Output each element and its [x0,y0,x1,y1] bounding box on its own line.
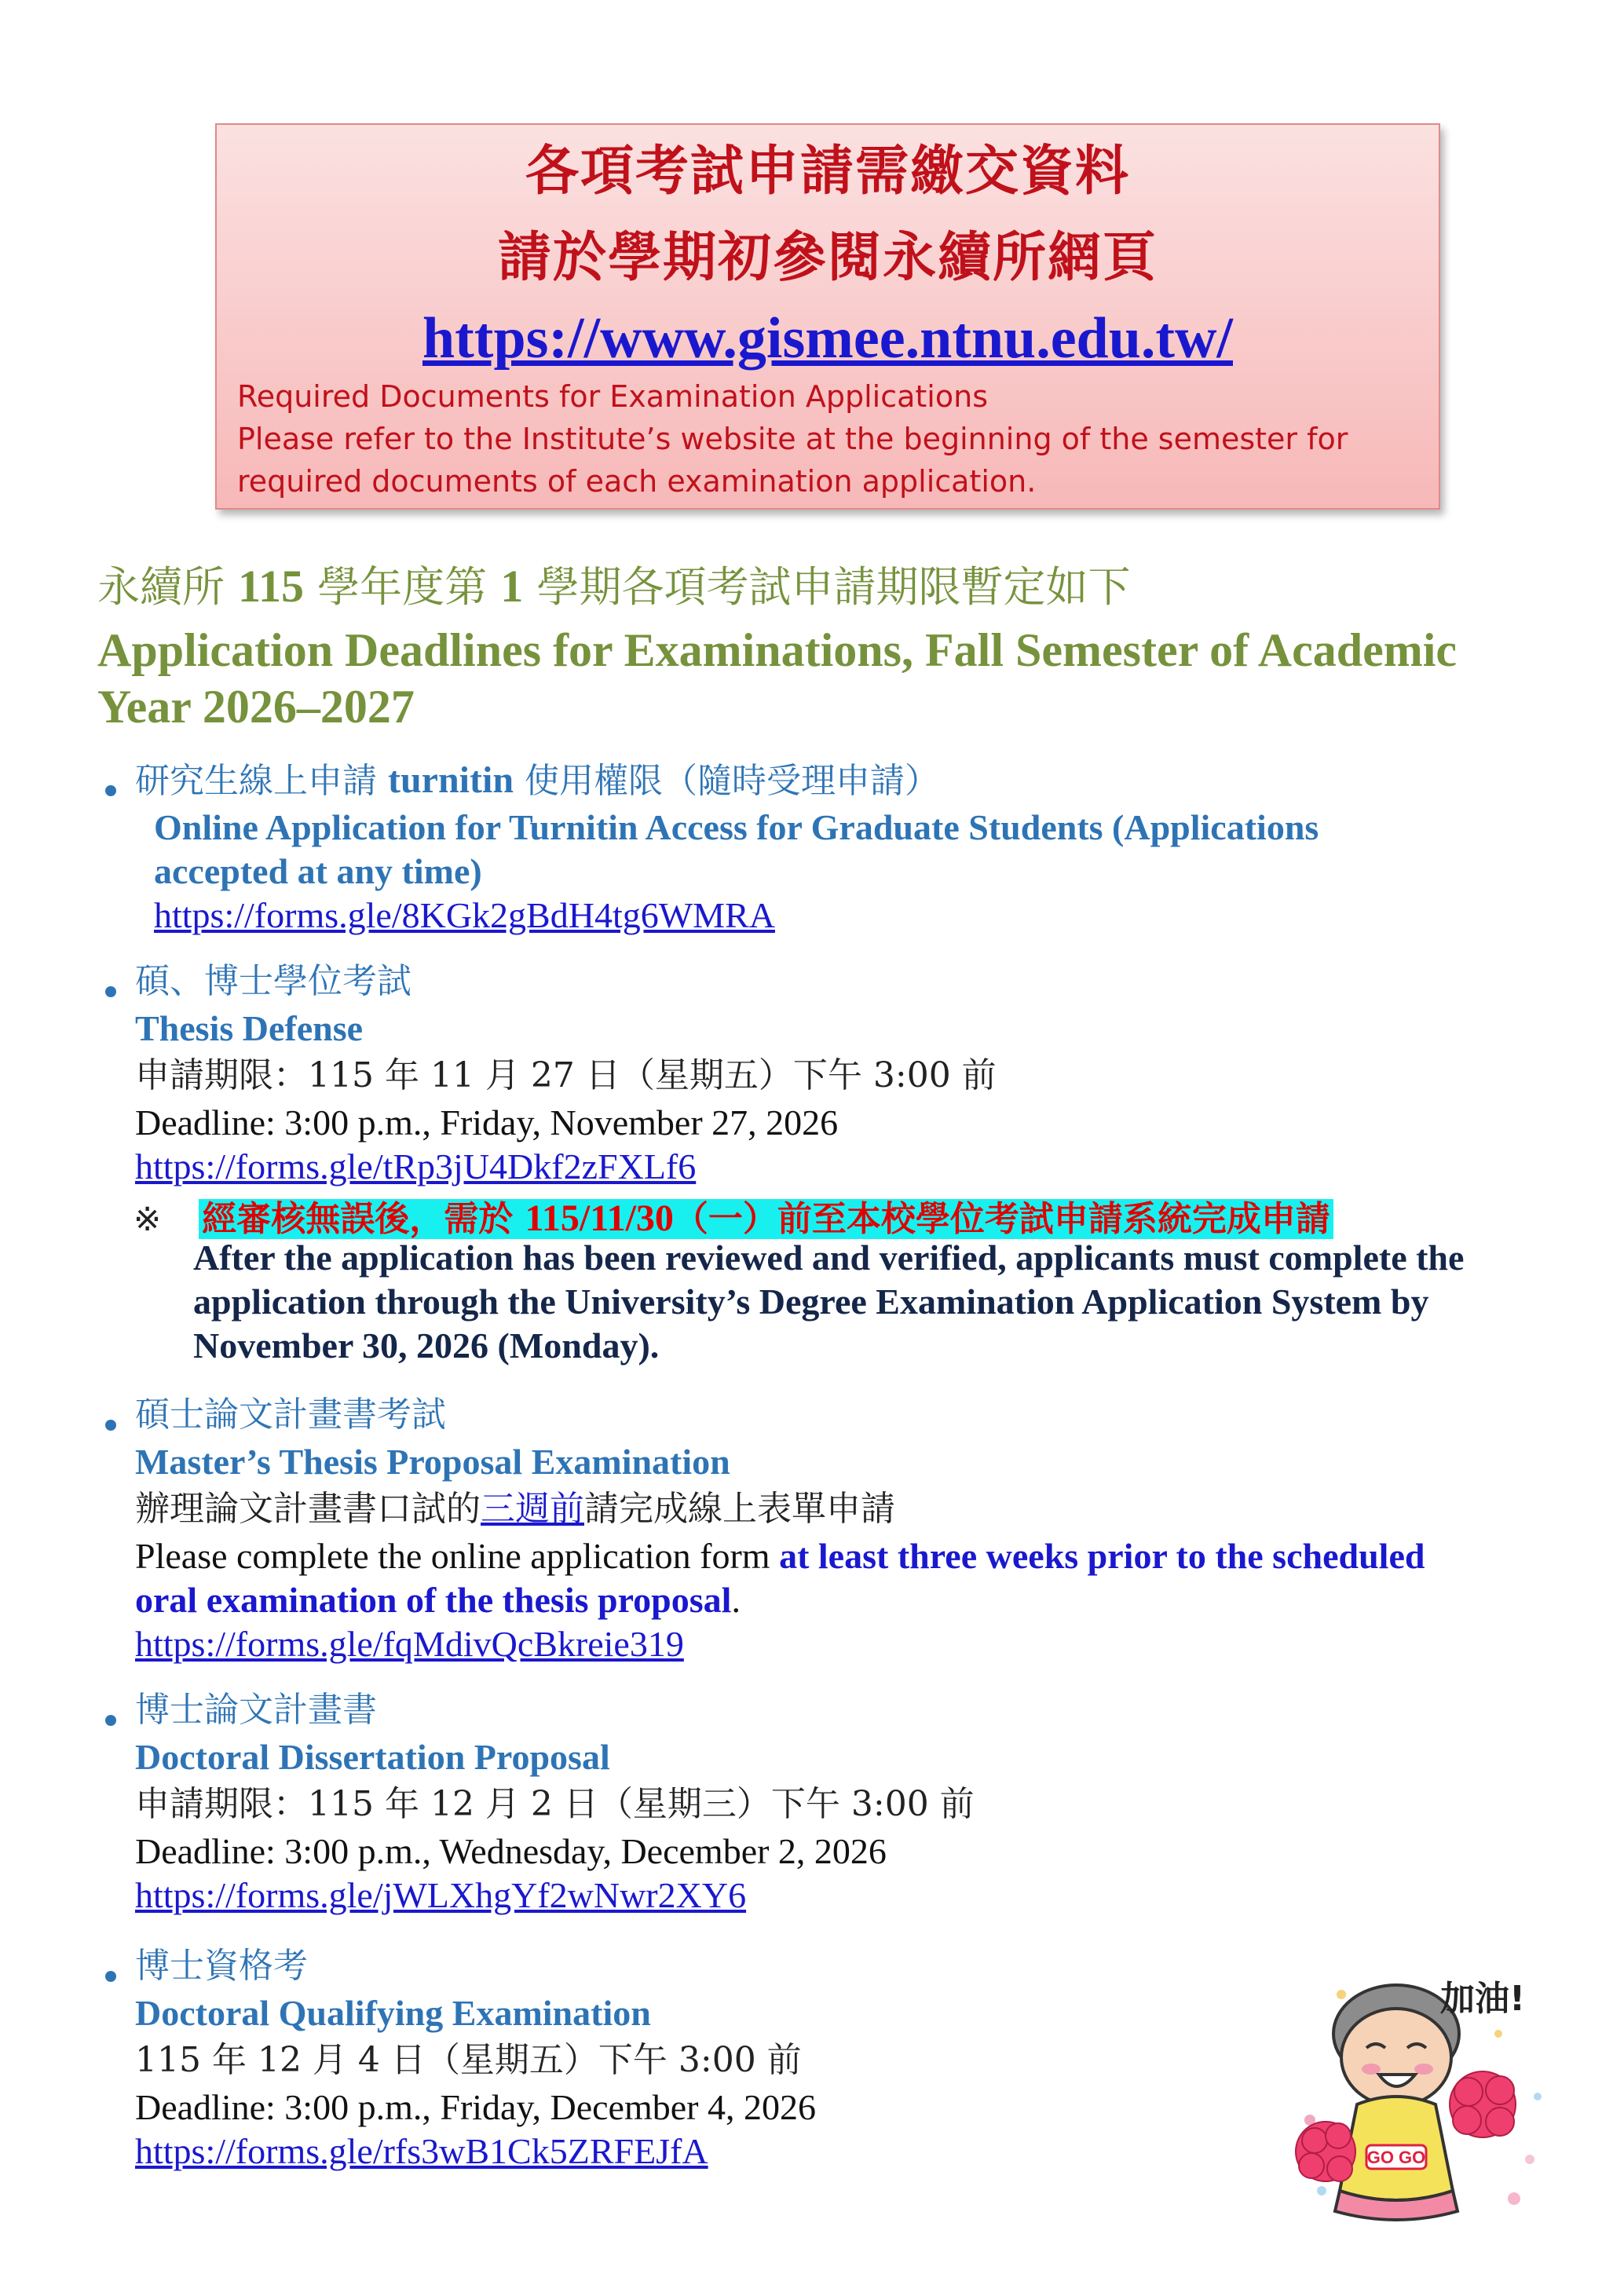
master-proposal-body-en-2: oral examination of the thesis proposal. [135,1580,741,1620]
thesis-defense-note-zh [134,1190,1333,1241]
turnitin-title-en-2: accepted at any time) [154,851,482,891]
master-proposal-title-en: Master’s Thesis Proposal Examination [135,1442,730,1482]
bullet-icon [105,1971,116,1982]
doctoral-proposal-form-link[interactable]: https://forms.gle/jWLXhgYf2wNwr2XY6 [135,1875,747,1915]
thesis-defense-title-zh: 碩、博士學位考試 [135,961,411,1001]
doctoral-proposal-deadline-zh: 申請期限：115 年 12 月 2 日（星期三）下午 3:00 前 [135,1784,975,1824]
master-proposal-form-link[interactable]: https://forms.gle/fqMdivQcBkreie319 [135,1624,684,1664]
thesis-defense-title-en: Thesis Defense [135,1008,364,1048]
turnitin-title-en-1: Online Application for Turnitin Access for Graduate Students (Applications [154,807,1319,847]
turnitin-title-zh: 研究生線上申請 turnitin 使用權限（隨時受理申請） [135,759,940,801]
notice-title-zh-2: 請於學期初參閱永續所網頁 [497,227,1158,289]
bullet-icon [105,1420,116,1431]
highlighted-note: 經審核無誤後，需於 115/11/30（一）前至本校學位考試申請系統完成申請 [199,1199,1333,1239]
doctoral-qualifying-deadline-zh: 115 年 12 月 4 日（星期五）下午 3:00 前 [135,2040,802,2080]
thesis-defense-note-en-2: application through the University’s Degree Examination Application System by [193,1281,1429,1322]
notice-box [215,123,1440,510]
doctoral-qualifying-title-en: Doctoral Qualifying Examination [135,1993,651,2033]
notice-title-zh-1: 各項考試申請需繳交資料 [525,141,1130,203]
doctoral-qualifying-title-zh: 博士資格考 [135,1946,308,1986]
notice-en-line-1: Required Documents for Examination Applications [237,379,988,414]
master-proposal-title-zh: 碩士論文計畫書考試 [135,1395,446,1435]
page-heading-en: Application Deadlines for Examinations, Fall Semester of Academic Year 2026–2027 [97,624,1458,733]
bullet-icon [105,1715,116,1726]
sticker-shirt-text: GO GO [1366,2148,1426,2167]
thesis-defense-form-link[interactable]: https://forms.gle/tRp3jU4Dkf2zFXLf6 [135,1146,697,1186]
notice-en-line-3: required documents of each examination application. [237,464,1037,499]
doctoral-proposal-title-en: Doctoral Dissertation Proposal [135,1737,610,1777]
master-proposal-body-zh: 辦理論文計畫書口試的三週前請完成線上表單申請 [135,1489,895,1529]
master-proposal-body-en-1: Please complete the online application form at least three weeks prior to the scheduled [135,1536,1425,1576]
doctoral-qualifying-form-link[interactable]: https://forms.gle/rfs3wB1Ck5ZRFEJfA [135,2131,708,2171]
thesis-defense-deadline-zh: 申請期限：115 年 11 月 27 日（星期五）下午 3:00 前 [135,1055,997,1095]
doctoral-proposal-deadline-en: Deadline: 3:00 p.m., Wednesday, December 2, 2026 [135,1831,887,1871]
bullet-icon [105,785,116,796]
notice-en-line-2: Please refer to the Institute’s website at the beginning of the semester for [237,422,1348,456]
page-heading-zh: 永續所 115 學年度第 1 學期各項考試申請期限暫定如下 [97,561,1131,612]
turnitin-form-link[interactable]: https://forms.gle/8KGk2gBdH4tg6WMRA [154,895,775,935]
doctoral-qualifying-deadline-en: Deadline: 3:00 p.m., Friday, December 4, 2026 [135,2087,816,2127]
sticker-caption: 加油! [1439,1979,1526,2019]
doctoral-proposal-title-zh: 博士論文計畫書 [135,1690,377,1730]
thesis-defense-deadline-en: Deadline: 3:00 p.m., Friday, November 27, 2026 [135,1102,839,1143]
cheering-sticker-icon [1294,1963,1553,2230]
thesis-defense-note-en-3: November 30, 2026 (Monday). [193,1325,660,1366]
institute-website-link[interactable]: https://www.gismee.ntnu.edu.tw/ [422,306,1233,371]
bullet-icon [105,986,116,997]
thesis-defense-note-en-1: After the application has been reviewed and verified, applicants must complete the [193,1238,1465,1278]
reference-mark-icon: ※ [134,1200,162,1238]
